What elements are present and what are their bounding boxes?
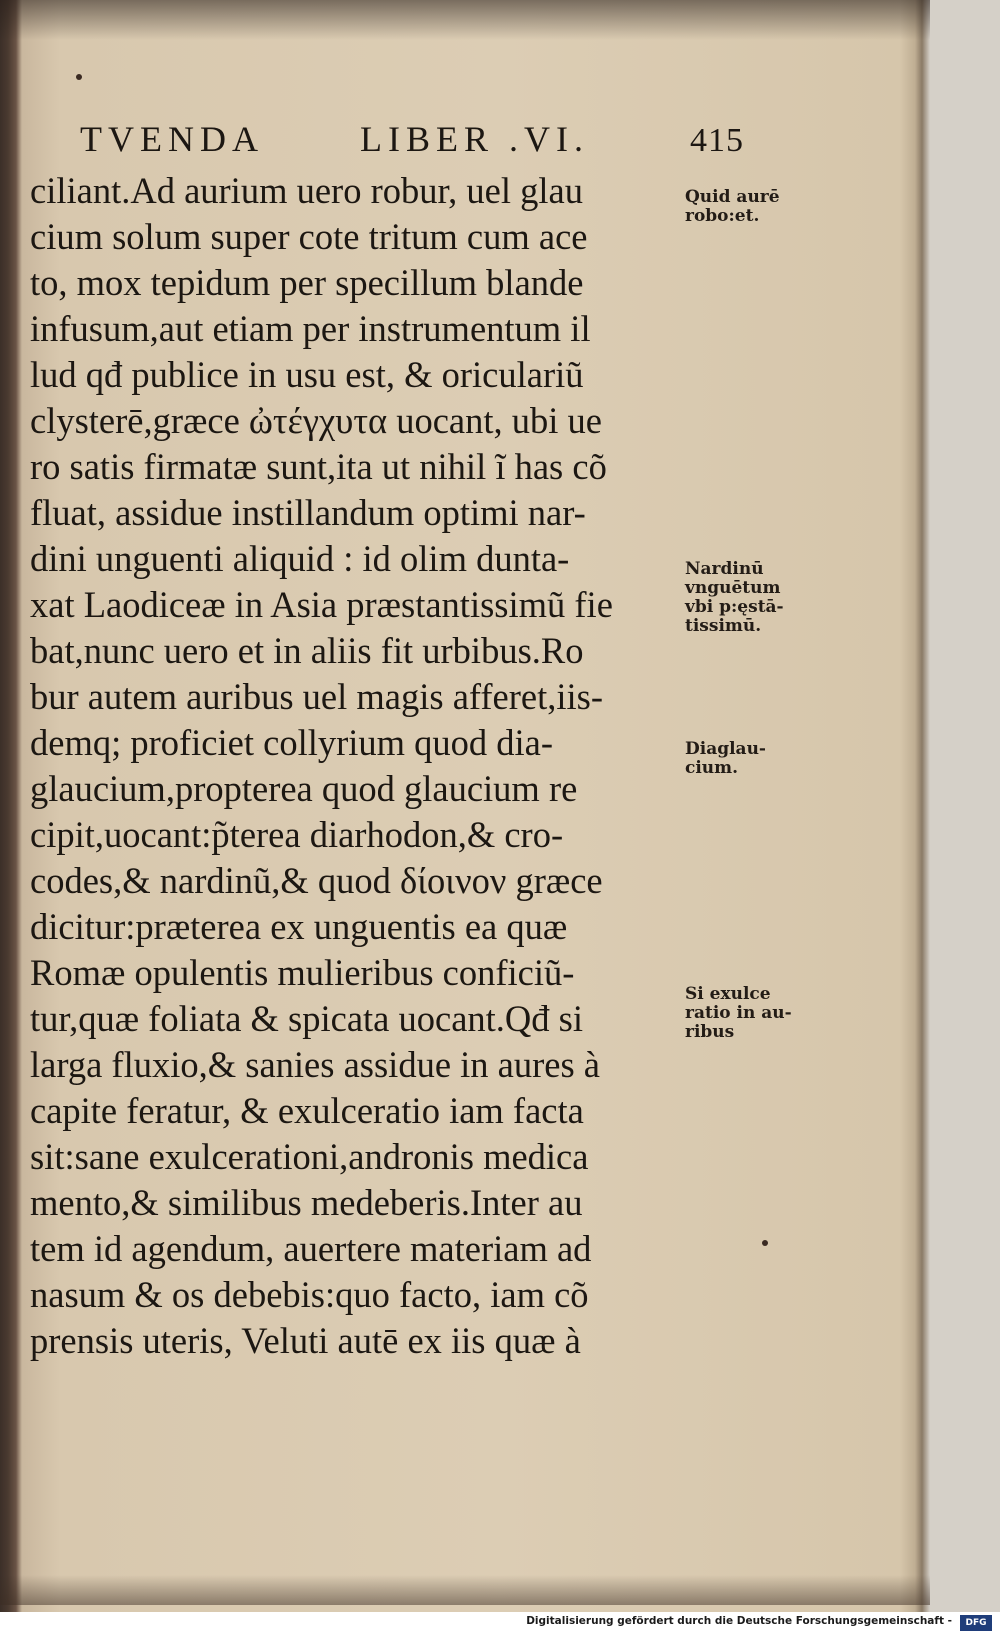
text-line: demq; proficiet collyrium quod dia-: [30, 722, 554, 763]
marginal-note: [685, 188, 780, 226]
marginal-note-line: vnguētum: [685, 578, 781, 598]
marginal-note-line: robo:et.: [685, 206, 760, 226]
text-line: prensis uteris, Veluti autē ex iis quæ à: [30, 1320, 581, 1361]
dfg-logo: DFG: [960, 1615, 992, 1631]
marginal-notes: [685, 0, 815, 1635]
marginal-note-line: Si exulce: [685, 984, 771, 1004]
marginal-note-line: cium.: [685, 758, 739, 778]
text-line: clysterē,græce ὠτέγχυτα uocant, ubi ue: [30, 400, 602, 441]
running-head-book: LIBER .VI.: [360, 119, 589, 159]
text-line: lud qđ publice in usu est, & oriculariũ: [30, 354, 584, 395]
body-text: [30, 168, 680, 1364]
text-line: nasum & os debebis:quo facto, iam cõ: [30, 1274, 589, 1315]
text-line: ciliant.Ad aurium uero robur, uel glau: [30, 170, 583, 211]
text-line: bur autem auribus uel magis afferet,iis-: [30, 676, 604, 717]
text-line: bat,nunc uero et in aliis fit urbibus.Ro: [30, 630, 584, 671]
marginal-note-line: ratio in au-: [685, 1003, 792, 1023]
page-number: 415: [690, 122, 744, 159]
text-line: glaucium,propterea quod glaucium re: [30, 768, 578, 809]
marginal-note: [685, 740, 766, 778]
marginal-note: [685, 985, 792, 1042]
footer-bar: [0, 1612, 1000, 1635]
text-line: mento,& similibus medeberis.Inter au: [30, 1182, 583, 1223]
text-line: cipit,uocant:p̃terea diarhodon,& cro-: [30, 814, 564, 855]
text-line: capite feratur, & exulceratio iam facta: [30, 1090, 584, 1131]
text-line: larga fluxio,& sanies assidue in aures à: [30, 1044, 600, 1085]
text-line: fluat, assidue instillandum optimi nar-: [30, 492, 586, 533]
running-head: [80, 118, 770, 158]
text-line: codes,& nardinũ,& quod δίοινον græce: [30, 860, 603, 901]
text-line: sit:sane exulcerationi,andronis medica: [30, 1136, 589, 1177]
running-head-title: TVENDA: [80, 119, 264, 159]
marginal-note-line: Diaglau-: [685, 739, 766, 759]
ink-spot: [76, 74, 82, 80]
footer-credit: Digitalisierung gefördert durch die Deutsche Forschungsgemeinschaft -: [526, 1615, 952, 1627]
text-line: xat Laodiceæ in Asia præstantissimũ fie: [30, 584, 613, 625]
text-line: tem id agendum, auertere materiam ad: [30, 1228, 592, 1269]
text-line: infusum,aut etiam per instrumentum il: [30, 308, 591, 349]
marginal-note-line: tissimū.: [685, 616, 762, 636]
marginal-note-line: Nardinū: [685, 559, 764, 579]
marginal-note-line: ribus: [685, 1022, 735, 1042]
marginal-note: [685, 560, 784, 636]
text-line: dini unguenti aliquid : id olim dunta-: [30, 538, 570, 579]
text-line: ro satis firmatæ sunt,ita ut nihil ĩ has cõ: [30, 446, 607, 487]
text-line: tur,quæ foliata & spicata uocant.Qđ si: [30, 998, 584, 1039]
marginal-note-line: Quid aurē: [685, 187, 780, 207]
text-line: cium solum super cote tritum cum ace: [30, 216, 588, 257]
text-line: Romæ opulentis mulieribus conficiũ-: [30, 952, 575, 993]
text-line: to, mox tepidum per specillum blande: [30, 262, 584, 303]
marginal-note-line: vbi p:ęstā-: [685, 597, 784, 617]
text-line: dicitur:præterea ex unguentis ea quæ: [30, 906, 568, 947]
